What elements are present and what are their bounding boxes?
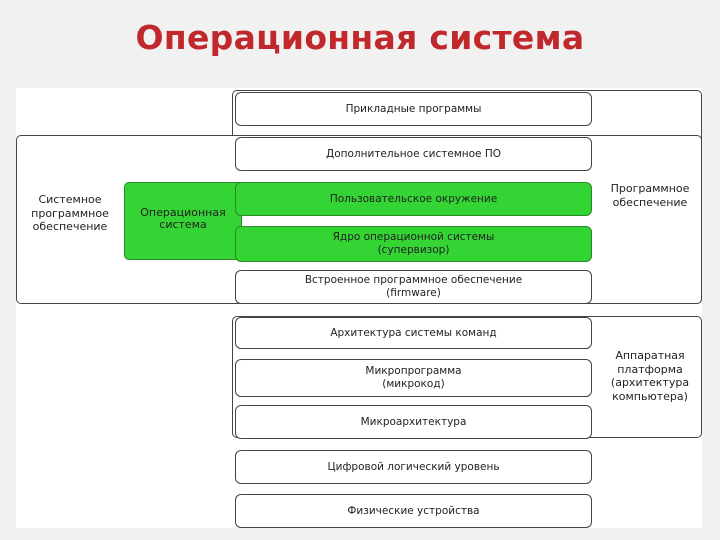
layer-user-environment: Пользовательское окружение xyxy=(235,182,592,216)
layer-digital-logic: Цифровой логический уровень xyxy=(235,450,592,484)
layer-instruction-set-architecture: Архитектура системы команд xyxy=(235,317,592,349)
layer-microarchitecture: Микроархитектура xyxy=(235,405,592,439)
hardware-platform-label: Аппаратная платформа (архитектура компьютера) xyxy=(610,349,690,403)
layer-firmware: Встроенное программное обеспечение (firmware) xyxy=(235,270,592,304)
layer-os-kernel: Ядро операционной системы (супервизор) xyxy=(235,226,592,262)
page-title: Операционная система xyxy=(135,18,585,57)
layer-physical-devices: Физические устройства xyxy=(235,494,592,528)
operating-system-label: Операционная система xyxy=(140,206,226,231)
layer-applied-programs: Прикладные программы xyxy=(235,92,592,126)
system-software-label: Системное программное обеспечение xyxy=(31,193,109,233)
layer-additional-system-software: Дополнительное системное ПО xyxy=(235,137,592,171)
software-label: Программное обеспечение xyxy=(610,182,690,209)
layer-microprogram: Микропрограмма (микрокод) xyxy=(235,359,592,397)
